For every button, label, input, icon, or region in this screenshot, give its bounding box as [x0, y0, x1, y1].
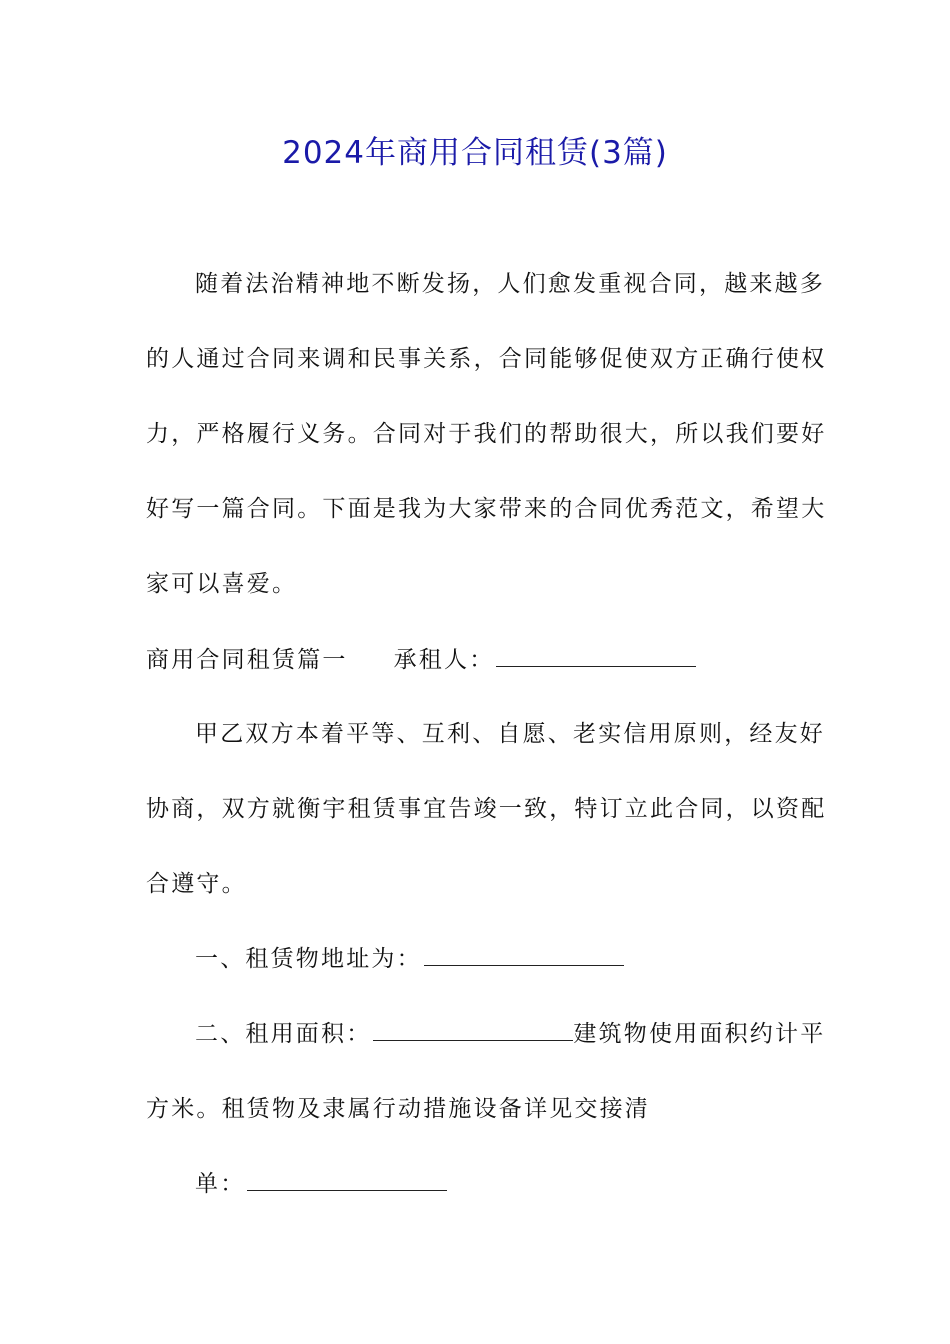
lessee-label: 承租人：: [393, 647, 495, 673]
intro-line-3: 力，严格履行义务。合同对于我们的帮助很大，所以我们要好: [146, 421, 827, 447]
item2-list-label: 单：: [195, 1171, 246, 1197]
item2-continuation: 方米。租赁物及隶属行动措施设备详见交接清: [146, 1096, 650, 1122]
para2-line-2: 协商，双方就衡宇租赁事宜告竣一致，特订立此合同，以资配: [146, 796, 827, 822]
item2-blank-line: [373, 1018, 573, 1041]
item1-label: 一、租赁物地址为：: [195, 946, 422, 972]
section-heading-row: [146, 643, 826, 677]
lessee-blank-line: [496, 644, 696, 667]
item1-row: [195, 942, 875, 976]
intro-line-5: 家可以喜爱。: [146, 571, 298, 597]
intro-line-2: 的人通过合同来调和民事关系，合同能够促使双方正确行使权: [146, 346, 827, 372]
item2-label: 二、租用面积：: [195, 1021, 372, 1047]
item2-list-row: [195, 1167, 875, 1201]
intro-line-4: 好写一篇合同。下面是我为大家带来的合同优秀范文，希望大: [146, 496, 827, 522]
item2-list-blank-line: [247, 1168, 447, 1191]
document-title: 2024年商用合同租赁(3篇): [282, 135, 668, 171]
intro-line-1: 随着法治精神地不断发扬，人们愈发重视合同，越来越多: [195, 271, 825, 297]
section-heading: 商用合同租赁篇一: [146, 647, 348, 673]
item2-suffix: 建筑物使用面积约计平: [573, 1021, 826, 1047]
para2-line-3: 合遵守。: [146, 871, 247, 897]
item1-blank-line: [424, 943, 624, 966]
para2-line-1: 甲乙双方本着平等、互利、自愿、老实信用原则，经友好: [195, 721, 825, 747]
item2-row: [195, 1017, 875, 1051]
